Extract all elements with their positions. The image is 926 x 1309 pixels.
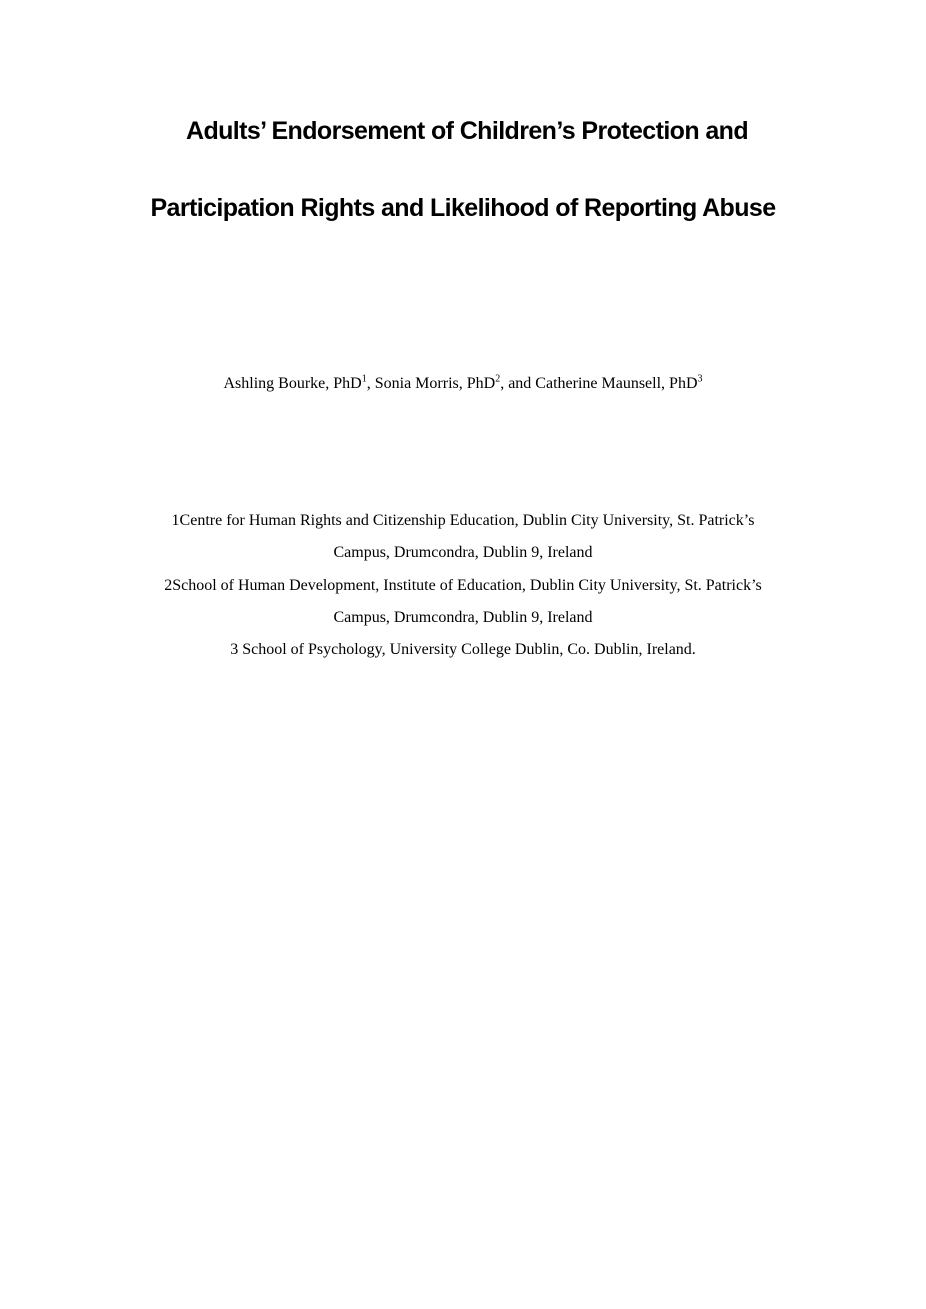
- author-separator: , and: [500, 375, 536, 392]
- affiliation-line: 3 School of Psychology, University College Dublin, Co. Dublin, Ireland.: [230, 641, 696, 659]
- affiliation-block: [0, 505, 926, 666]
- paper-title-line-2: Participation Rights and Likelihood of Reporting Abuse: [150, 194, 776, 222]
- affiliation-line: 1Centre for Human Rights and Citizenship Education, Dublin City University, St. Patrick’s: [171, 512, 755, 529]
- author-name: Ashling Bourke, PhD: [223, 375, 362, 392]
- author-name: Catherine Maunsell, PhD: [535, 375, 698, 392]
- author-affiliation-marker: 1: [361, 373, 367, 385]
- author-list: [0, 375, 926, 393]
- affiliation-line: Campus, Drumcondra, Dublin 9, Ireland: [333, 544, 593, 562]
- author-affiliation-marker: 3: [697, 373, 703, 385]
- author-separator: ,: [366, 375, 375, 392]
- affiliation-line: 2School of Human Development, Institute of Education, Dublin City University, St. Patrick’s: [164, 576, 762, 594]
- paper-title-line-1: Adults’ Endorsement of Children’s Protection and: [186, 117, 748, 145]
- affiliation-line: Campus, Drumcondra, Dublin 9, Ireland: [333, 608, 593, 626]
- author-name: Sonia Morris, PhD: [374, 375, 496, 392]
- author-affiliation-marker: 2: [495, 373, 501, 385]
